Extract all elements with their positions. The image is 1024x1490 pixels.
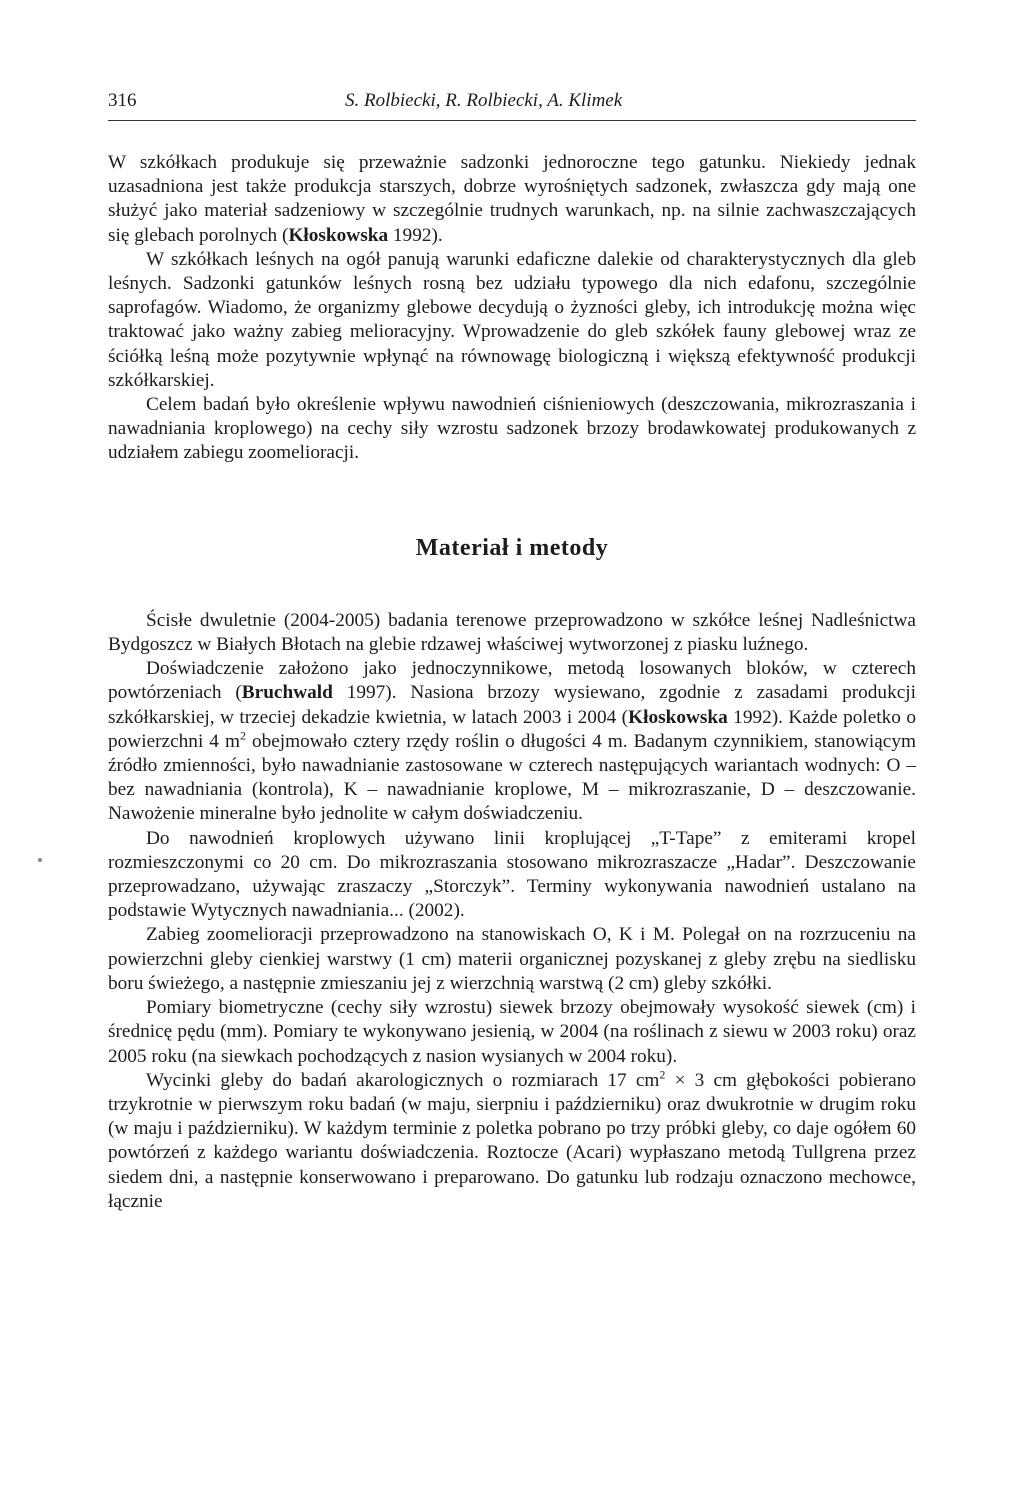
text-run: W szkółkach produkuje się przeważnie sadzonki jednoroczne tego gatunku. Niekiedy jednak uzasadniona jest także produkcja starszych, dobrze wyrośniętych sadzonek, zwłaszcza gdy mają one służyć jako materiał sadzeniowy w szczególnie trudnych warunkach, np. na silnie zachwaszczających się glebach porolnych ( <box>108 152 916 246</box>
text-run: × 3 cm głębokości pobierano trzykrotnie w pierwszym roku badań (w maju, sierpniu i październiku) oraz dwukrotnie w drugim roku (w maju i październiku). W każdym terminie z poletka pobrano po trzy próbki gleby, co daje ogółem 60 powtórzeń z każdego wariantu doświadczenia. Roztocze (Acari) wypłaszano metodą Tullgrena przez siedem dni, a następnie konserwowano i preparowano. Do gatunku lub rodzaju oznaczono mechowce, łącznie <box>108 1069 916 1212</box>
page-header <box>108 90 916 121</box>
author-citation: Bruchwald <box>241 682 333 704</box>
intro-paragraph-3: Celem badań było określenie wpływu nawodnień ciśnieniowych (deszczowania, mikrozraszania i nawadniania kroplowego) na cechy siły wzrostu sadzonek brzozy brodawkowatej produkowanych z udziałem zabiegu zoomelioracji. <box>108 394 916 464</box>
superscript: 2 <box>239 728 246 743</box>
running-head: S. Rolbiecki, R. Rolbiecki, A. Klimek <box>345 90 623 111</box>
text-run: obejmowało cztery rzędy roślin o długości 4 m. Badanym czynnikiem, stanowiącym źródło zmienności, było nawadnianie zastosowane w czterech następujących wariantach wodnych: O – bez nawadniania (kontrola), K – nawadnianie kroplowe, M – mikrozraszanie, D – deszczowanie. Nawożenie mineralne było jednolite w całym doświadczeniu. <box>108 730 916 825</box>
author-citation: Kłoskowska <box>628 706 728 728</box>
intro-paragraph-1 <box>108 151 916 248</box>
text-run: 1997). Nasiona brzozy wysiewano, zgodnie z zasadami produkcji szkółkarskiej, w trzeciej dekadzie kwietnia, w latach 2003 i 2004 ( <box>108 682 916 728</box>
intro-paragraph-2: W szkółkach leśnych na ogół panują warunki edaficzne dalekie od charakterystycznych dla gleb leśnych. Sadzonki gatunków leśnych rosną bez udziału typowego dla nich edafonu, szczególnie saprofagów. Wiadomo, że organizmy glebowe decydują o żyzności gleby, ich introdukcję można więc traktować jako ważny zabieg melioracyjny. Wprowadzenie do gleb szkółek fauny glebowej wraz ze ściółką leśną może pozytywnie wpłynąć na równowagę biologiczną i większą efektywność produkcji szkółkarskiej. <box>108 248 916 391</box>
text-run: 1992). Każde poletko o powierzchni 4 m <box>108 706 916 752</box>
methods-paragraph-4: Zabieg zoomelioracji przeprowadzono na stanowiskach O, K i M. Polegał on na rozrzuceniu na powierzchni gleby cienkiej warstwy (1 cm) materii organicznej pozyskanej z gleby zrębu na siedlisku boru świeżego, a następnie zmieszaniu jej z wierzchnią warstwą (2 cm) gleby szkółki. <box>108 924 916 994</box>
text-run: Wycinki gleby do badań akarologicznych o rozmiarach 17 cm <box>146 1069 660 1091</box>
section-heading: Materiał i metody <box>415 534 609 561</box>
methods-paragraph-5: Pomiary biometryczne (cechy siły wzrostu) siewek brzozy obejmowały wysokość siewek (cm) i średnicę pędu (mm). Pomiary te wykonywano jesienią, w 2004 (na roślinach z siewu w 2003 roku) oraz 2005 roku (na siewkach pochodzących z nasion wysianych w 2004 roku). <box>108 997 916 1067</box>
superscript: 2 <box>659 1067 666 1082</box>
methods-paragraph-1: Ścisłe dwuletnie (2004-2005) badania terenowe przeprowadzono w szkółce leśnej Nadleśnictwa Bydgoszcz w Białych Błotach na glebie rdzawej właściwej wytworzonej z piasku luźnego. <box>108 609 916 656</box>
text-run: Doświadczenie założono jako jednoczynnikowe, metodą losowanych bloków, w czterech powtórzeniach ( <box>108 658 916 704</box>
author-citation: Kłoskowska <box>288 224 389 246</box>
text-run: 1992). <box>388 224 443 246</box>
methods-paragraph-2 <box>108 657 916 826</box>
page-number: 316 <box>108 90 137 111</box>
body-text <box>108 151 916 1214</box>
methods-paragraph-6 <box>108 1069 916 1214</box>
methods-paragraph-3: Do nawodnień kroplowych używano linii kroplującej „T-Tape” z emiterami kropel rozmieszczonymi co 20 cm. Do mikrozraszania stosowano mikrozraszacze „Hadar”. Deszczowanie przeprowadzano, używając zraszaczy „Storczyk”. Terminy wykonywania nawodnień ustalano na podstawie Wytycznych nawadniania... (2002). <box>108 827 916 922</box>
scan-speck <box>38 858 42 862</box>
